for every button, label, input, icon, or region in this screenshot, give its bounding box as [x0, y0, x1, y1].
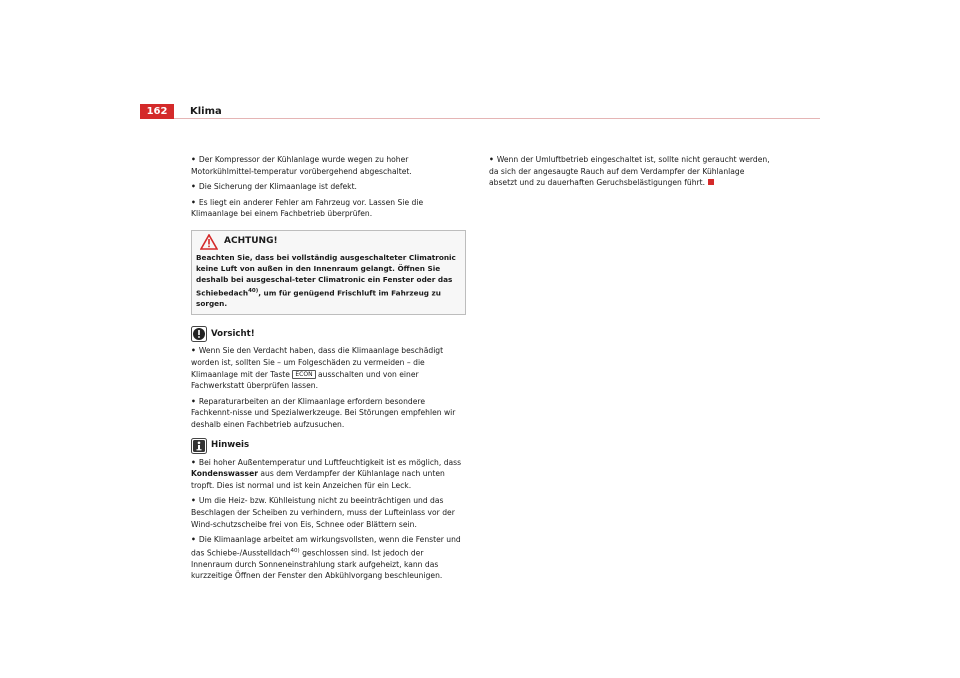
note-title: Hinweis [211, 439, 250, 450]
page-title: Klima [190, 106, 222, 117]
list-item: • Es liegt ein anderer Fehler am Fahrzeug vor. Lassen Sie die Klimaanlage bei einem Fachbetrieb überprüfen. [191, 197, 424, 219]
page-number: 162 [140, 104, 174, 119]
bullet-icon: • [191, 182, 196, 192]
footnote-ref: 40) [248, 287, 259, 294]
section-end-icon [708, 179, 714, 185]
bullet-icon: • [191, 457, 196, 467]
info-note-icon [191, 438, 207, 454]
bullet-icon: • [191, 535, 196, 545]
term-highlight: Kondenswasser [191, 469, 258, 479]
list-item: • Reparaturarbeiten an der Klimaanlage erfordern besondere Fachkennt-nisse und Spezialwerkzeuge. Bei Störungen empfehlen wir deshalb einen Fachbetrieb aufzusuchen. [191, 396, 456, 429]
note-header [191, 437, 466, 455]
bullet-icon: • [191, 155, 196, 164]
econ-key-label: ECON [292, 370, 315, 379]
list-item: • Der Kompressor der Kühlanlage wurde wegen zu hoher Motorkühlmittel-temperatur vorübergehend abgeschaltet. [191, 155, 412, 176]
footnote-ref: 40) [290, 547, 300, 554]
bullet-icon: • [191, 197, 196, 207]
warning-header [196, 234, 459, 250]
caution-title: Vorsicht! [211, 328, 255, 339]
warning-triangle-icon [200, 234, 218, 250]
bullet-icon: • [191, 346, 196, 356]
warning-title: ACHTUNG! [224, 236, 278, 247]
left-column [191, 154, 466, 586]
list-item: • Wenn Sie den Verdacht haben, dass die Klimaanlage beschädigt worden ist, sollten Sie – um Folgeschäden zu vermeiden – die Klimaanlage mit der Taste ECON ausschalten und von einer Fachwerkstatt überprüfen lassen. [191, 346, 444, 391]
bullet-icon: • [489, 155, 494, 164]
list-item: • Um die Heiz- bzw. Kühlleistung nicht zu beeinträchtigen und das Beschlagen der Scheiben zu verhindern, muss der Lufteinlass vor der Wind-schutzscheibe frei von Eis, Schnee oder Blättern sein. [191, 496, 455, 529]
right-column [489, 154, 774, 193]
list-item: • Die Klimaanlage arbeitet am wirkungsvollsten, wenn die Fenster und das Schiebe-/Ausstelldach$^{40)}$ geschlossen sind. Ist jedoch der Innenraum durch Sonneneinstrahlung stark aufgeheizt, kann das kurzzeitige Öffnen der Fenster den Abkühlvorgang beschleunigen. [191, 535, 461, 581]
header-rule [174, 118, 820, 119]
bullet-icon: • [191, 496, 196, 506]
list-item: • Die Sicherung der Klimaanlage ist defekt. [191, 182, 357, 192]
warning-box [191, 230, 466, 315]
warning-text: Beachten Sie, dass bei vollständig ausgeschalteter Climatronic keine Luft von außen in den Innenraum gelangt. Öffnen Sie deshalb bei ausgeschal-teter Climatronic ein Fenster oder das Schiebedach$^{40)}$, um für genügend Frischluft im Fahrzeug zu sorgen. [196, 252, 456, 309]
caution-header [191, 325, 466, 343]
caution-exclamation-icon [191, 326, 207, 342]
list-item: • Bei hoher Außentemperatur und Luftfeuchtigkeit ist es möglich, dass Kondenswasser aus dem Verdampfer der Kühlanlage nach unten tropft. Dies ist normal und ist kein Anzeichen für ein Leck. [191, 457, 462, 490]
bullet-icon: • [191, 396, 196, 406]
list-item: • Wenn der Umluftbetrieb eingeschaltet ist, sollte nicht geraucht werden, da sich der angesaugte Rauch auf dem Verdampfer der Kühlanlage absetzt und zu dauerhaften Geruchsbelästigungen führt. [489, 155, 770, 188]
